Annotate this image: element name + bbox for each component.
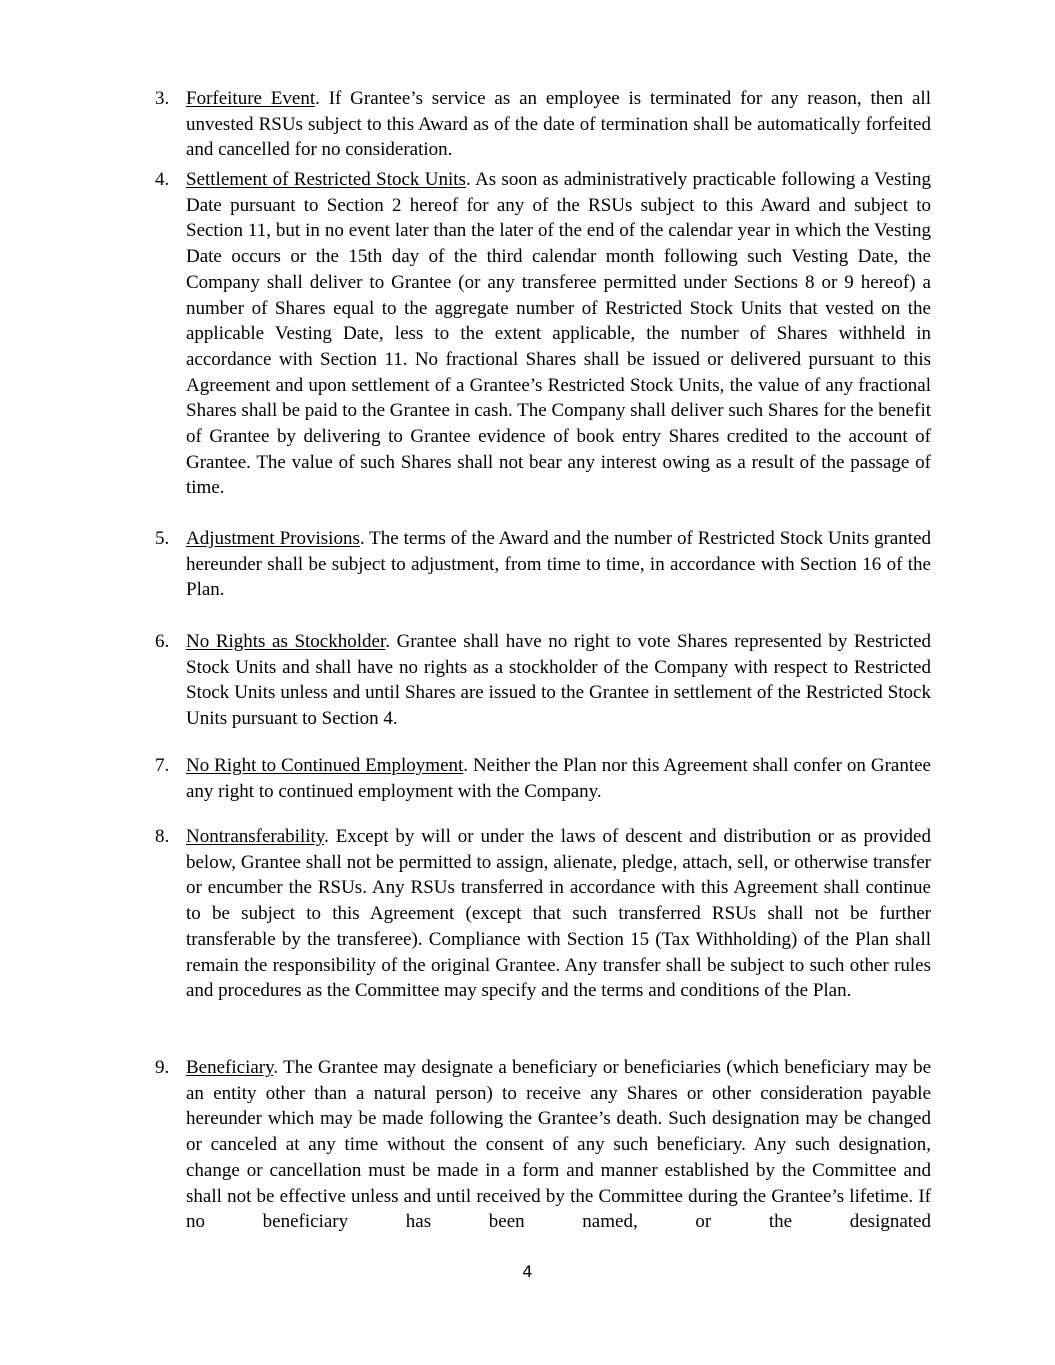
section-text: . The Grantee may designate a beneficiary or beneficiaries (which beneficiary may be an entity other than a natural person) to receive any Shares or other consideration payable hereunder which may be made following the Grantee’s death. Such designation may be changed or canceled at any time without the consent of any such beneficiary. Any such designation, change or cancellation must be made in a form and manner established by the Committee and shall not be effective unless and until received by the Committee during the Grantee’s lifetime. If no beneficiary has been named, or the designated [186, 1057, 931, 1233]
section-text: . Except by will or under the laws of descent and distribution or as provided below, Grantee shall not be permitted to assign, alienate, pledge, attach, sell, or otherwise transfer or encumber the RSUs. Any RSUs transferred in accordance with this Agreement shall continue to be subject to this Agreement (except that such transferred RSUs shall not be further transferable by the transferee). Compliance with Section 15 (Tax Withholding) of the Plan shall remain the responsibility of the original Grantee. Any transfer shall be subject to such other rules and procedures as the Committee may specify and the terms and conditions of the Plan. [186, 826, 931, 1002]
section-body [186, 753, 931, 804]
section-heading: No Rights as Stockholder [186, 631, 386, 652]
page-number: 4 [522, 1262, 533, 1281]
section-body [186, 526, 931, 603]
section-body [186, 824, 931, 1004]
section-number: 8. [155, 826, 170, 847]
section-body [186, 167, 931, 501]
section-7 [155, 753, 931, 804]
section-3 [155, 86, 931, 163]
section-text: . Neither the Plan nor this Agreement shall confer on Grantee any right to continued employment with the Company. [186, 755, 931, 802]
section-body [186, 629, 931, 732]
section-4 [155, 167, 931, 501]
section-heading: Adjustment Provisions [186, 528, 360, 549]
section-9 [155, 1055, 931, 1235]
section-heading: No Right to Continued Employment [186, 755, 464, 776]
section-number: 4. [155, 169, 170, 190]
section-text: . Grantee shall have no right to vote Shares represented by Restricted Stock Units and shall have no rights as a stockholder of the Company with respect to Restricted Stock Units unless and until Shares are issued to the Grantee in settlement of the Restricted Stock Units pursuant to Section 4. [186, 631, 931, 730]
section-6 [155, 629, 931, 732]
section-5 [155, 526, 931, 603]
section-text: . The terms of the Award and the number of Restricted Stock Units granted hereunder shall be subject to adjustment, from time to time, in accordance with Section 16 of the Plan. [186, 528, 932, 601]
section-text: . As soon as administratively practicable following a Vesting Date pursuant to Section 2 hereof for any of the RSUs subject to this Award and subject to Section 11, but in no event later than the later of the end of the calendar year in which the Vesting Date occurs or the 15th day of the third calendar month following such Vesting Date, the Company shall deliver to Grantee (or any transferee permitted under Sections 8 or 9 hereof) a number of Shares equal to the aggregate number of Restricted Stock Units that vested on the applicable Vesting Date, less to the extent applicable, the number of Shares withheld in accordance with Section 11. No fractional Shares shall be issued or delivered pursuant to this Agreement and upon settlement of a Grantee’s Restricted Stock Units, the value of any fractional Shares shall be paid to the Grantee in cash. The Company shall deliver such Shares for the benefit of Grantee by delivering to Grantee evidence of book entry Shares credited to the account of Grantee. The value of such Shares shall not bear any interest owing as a result of the passage of time. [186, 169, 931, 499]
section-number: 9. [155, 1057, 170, 1078]
section-number: 7. [155, 755, 170, 776]
section-heading: Beneficiary [186, 1057, 274, 1078]
section-number: 5. [155, 528, 170, 549]
section-number: 3. [155, 88, 170, 109]
section-body [186, 86, 931, 163]
section-heading: Settlement of Restricted Stock Units [186, 169, 466, 190]
section-8 [155, 824, 931, 1004]
section-text: . If Grantee’s service as an employee is terminated for any reason, then all unvested RSUs subject to this Award as of the date of termination shall be automatically forfeited and cancelled for no consideration. [186, 88, 931, 161]
section-number: 6. [155, 631, 170, 652]
section-heading: Forfeiture Event [186, 88, 316, 109]
section-body [186, 1055, 931, 1235]
section-heading: Nontransferability [186, 826, 325, 847]
